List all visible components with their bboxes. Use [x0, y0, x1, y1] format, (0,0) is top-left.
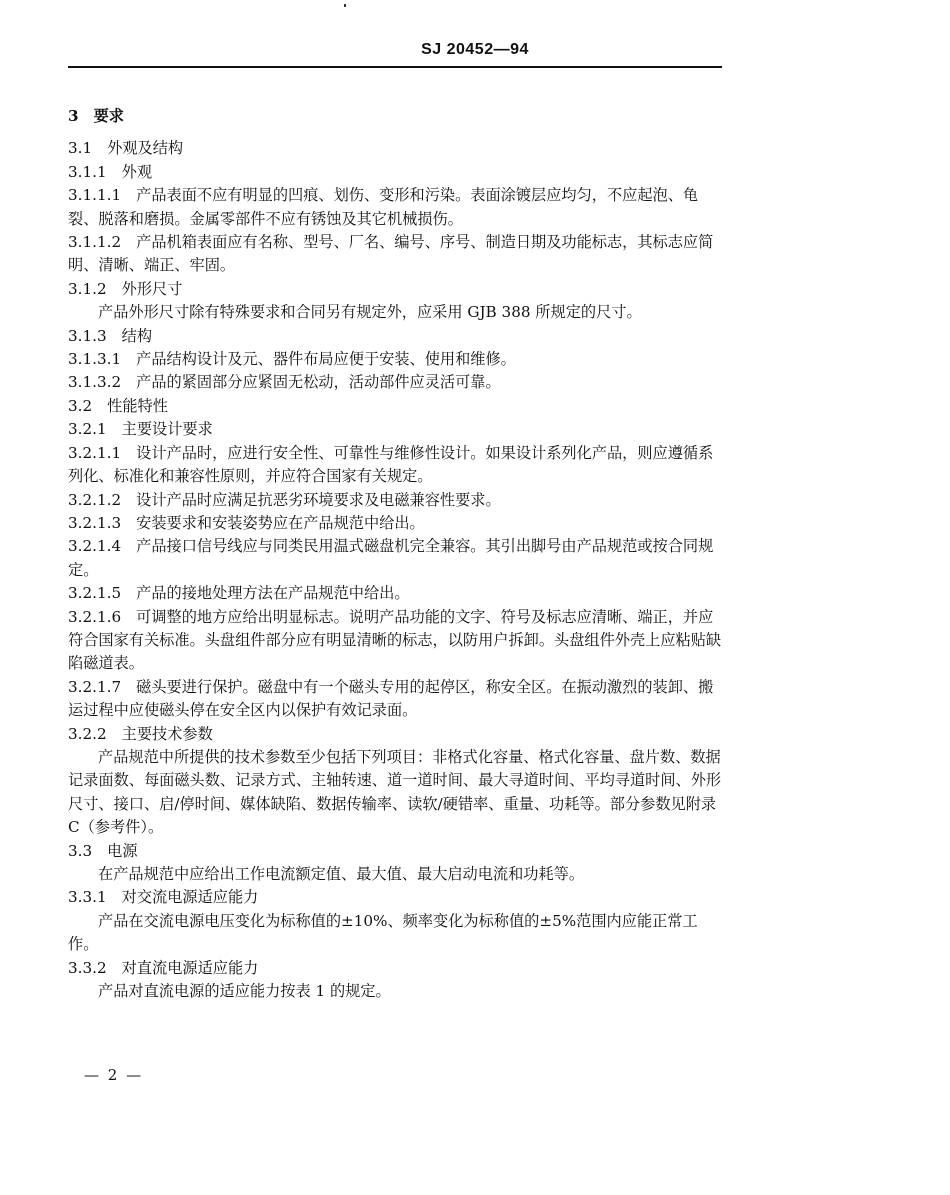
section-paragraph — [68, 840, 723, 863]
section-paragraph — [68, 863, 723, 886]
section-text: 产品表面不应有明显的凹痕、划伤、变形和污染。表面涂镀层应均匀，不应起泡、龟裂、脱落和磨损。金属零部件不应有锈蚀及其它机械损伤。 — [68, 186, 699, 228]
section-text: 主要设计要求 — [121, 420, 213, 439]
section-text: 外观 — [121, 162, 153, 181]
section-text: 设计产品时应满足抗恶劣环境要求及电磁兼容性要求。 — [136, 490, 501, 509]
section-number: 3.3.2 — [68, 958, 107, 977]
section-text: 产品结构设计及元、器件布局应便于安装、使用和维修。 — [136, 350, 516, 369]
section-number: 3.2.1.6 — [68, 607, 122, 626]
section-paragraph — [68, 512, 723, 535]
section-text: 安装要求和安装姿势应在产品规范中给出。 — [136, 513, 425, 532]
section-paragraph — [68, 161, 723, 184]
section-number: 3.1 — [68, 139, 93, 158]
section-number: 3.1.3.1 — [68, 350, 122, 369]
section-text: 产品机箱表面应有名称、型号、厂名、编号、序号、制造日期及功能标志，其标志应简明、清晰、端正、牢固。 — [68, 233, 714, 275]
section-text: 产品接口信号线应与同类民用温式磁盘机完全兼容。其引出脚号由产品规范或按合同规定。 — [68, 537, 714, 579]
section-paragraph — [68, 606, 723, 676]
scan-speck — [344, 4, 346, 7]
header-rule — [68, 66, 722, 68]
section-text: 产品外形尺寸除有特殊要求和合同另有规定外，应采用 GJB 388 所规定的尺寸。 — [98, 303, 642, 322]
section-number: 3.2.2 — [68, 724, 107, 743]
section-paragraph — [68, 957, 723, 980]
section-number: 3.2 — [68, 396, 93, 415]
section-paragraph — [68, 723, 723, 746]
section-paragraph — [68, 980, 723, 1003]
section-number: 3.2.1.1 — [68, 443, 122, 462]
section-paragraph — [68, 371, 723, 394]
section-text: 在产品规范中应给出工作电流额定值、最大值、最大启动电流和功耗等。 — [98, 865, 584, 883]
page-number: — 2 — — [84, 1066, 144, 1084]
document-body — [68, 105, 723, 1003]
section-paragraph — [68, 301, 723, 324]
section-text: 主要技术参数 — [121, 724, 213, 743]
section-paragraph — [68, 395, 723, 418]
section-number: 3.2.1.2 — [68, 490, 122, 509]
section-number: 3.1.3.2 — [68, 373, 122, 392]
section-text: 可调整的地方应给出明显标志。说明产品功能的文字、符号及标志应清晰、端正，并应符合国家有关标准。头盘组件部分应有明显清晰的标志，以防用户拆卸。头盘组件外壳上应粘贴缺陷磁道表。 — [68, 607, 722, 673]
section-text: 对交流电源适应能力 — [121, 888, 259, 907]
section-paragraph — [68, 676, 723, 723]
section-number: 3.2.1.7 — [68, 677, 122, 696]
section-paragraph — [68, 348, 723, 371]
section-paragraph — [68, 184, 723, 231]
section-paragraph — [68, 886, 723, 909]
section-paragraph — [68, 418, 723, 441]
section-text: 磁头要进行保护。磁盘中有一个磁头专用的起停区，称安全区。在振动激烈的装卸、搬运过程中应使磁头停在安全区内以保护有效记录面。 — [68, 677, 714, 720]
section-number: 3.2.1.5 — [68, 584, 122, 603]
section-text: 对直流电源适应能力 — [121, 958, 259, 977]
section-number: 3.3.1 — [68, 888, 107, 907]
section-text: 产品在交流电源电压变化为标称值的±10%、频率变化为标称值的±5%范围内应能正常工作。 — [68, 911, 698, 954]
section-paragraph — [68, 582, 723, 605]
section-number: 3.2.1.3 — [68, 513, 122, 532]
section-paragraph — [68, 489, 723, 512]
section-paragraph — [68, 442, 723, 489]
section-number: 3.1.2 — [68, 279, 107, 298]
section-number: 3.3 — [68, 841, 93, 860]
section-paragraph — [68, 105, 723, 128]
section-number: 3.1.1.2 — [68, 233, 122, 252]
section-text: 设计产品时，应进行安全性、可靠性与维修性设计。如果设计系列化产品，则应遵循系列化、标准化和兼容性原则，并应符合国家有关规定。 — [68, 443, 714, 486]
section-text: 性能特性 — [107, 396, 168, 415]
section-text: 结构 — [121, 326, 153, 345]
section-text: 电源 — [107, 841, 138, 860]
page-header-doc-code: SJ 20452—94 — [421, 41, 529, 58]
section-text: 产品的接地处理方法在产品规范中给出。 — [136, 584, 410, 603]
section-text: 产品对直流电源的适应能力按表 1 的规定。 — [98, 982, 391, 1001]
section-number: 3.1.1 — [68, 162, 107, 181]
section-text: 产品规范中所提供的技术参数至少包括下列项目：非格式化容量、格式化容量、盘片数、数据记录面数、每面磁头数、记录方式、主轴转速、道一道时间、最大寻道时间、平均寻道时间、外形尺寸、接口、启/停时间、媒体缺陷、数据传输率、读软/硬错率、重量、功耗等。部分参数见附录C（参考件）。 — [68, 747, 722, 837]
section-number: 3 — [68, 107, 79, 125]
section-paragraph — [68, 910, 723, 957]
section-text: 外形尺寸 — [121, 279, 183, 298]
section-paragraph — [68, 746, 723, 840]
section-paragraph — [68, 231, 723, 278]
section-paragraph — [68, 535, 723, 582]
section-number: 3.2.1 — [68, 420, 107, 439]
section-number: 3.1.3 — [68, 326, 107, 345]
section-text: 产品的紧固部分应紧固无松动，活动部件应灵活可靠。 — [136, 373, 501, 392]
section-number: 3.2.1.4 — [68, 537, 122, 556]
section-text: 要求 — [93, 107, 124, 125]
section-paragraph — [68, 137, 723, 160]
section-paragraph — [68, 325, 723, 348]
section-paragraph — [68, 278, 723, 301]
section-number: 3.1.1.1 — [68, 186, 122, 205]
section-text: 外观及结构 — [107, 139, 184, 158]
